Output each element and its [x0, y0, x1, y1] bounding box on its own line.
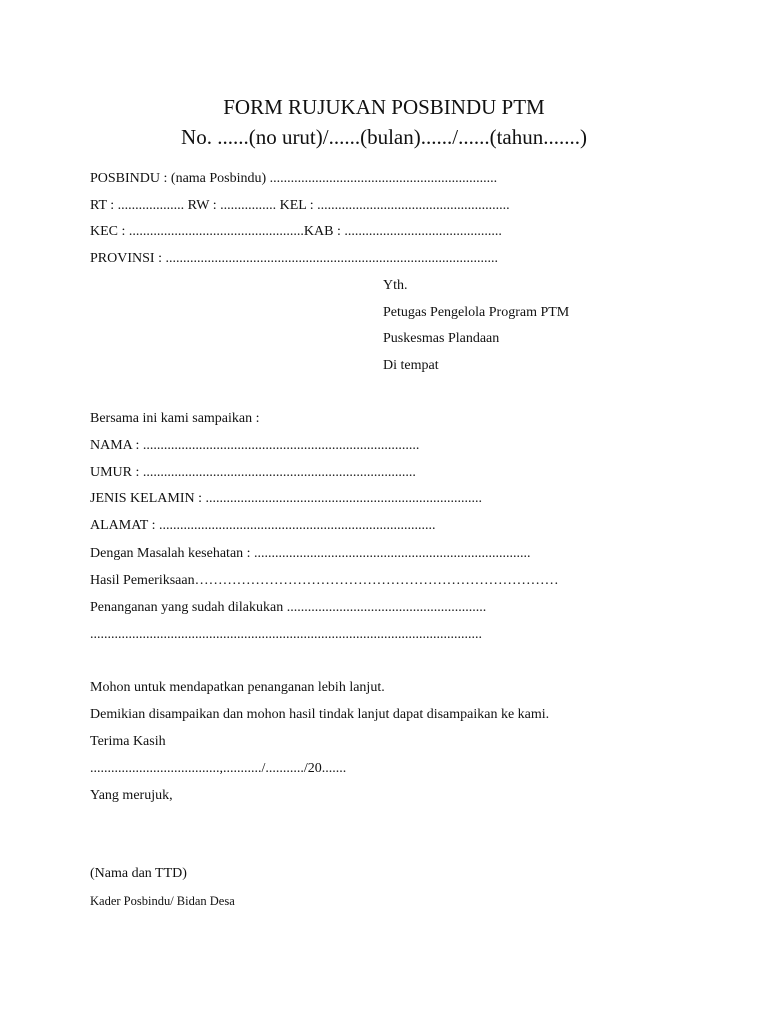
recipient-place: Di tempat: [383, 358, 439, 373]
form-title: FORM RUJUKAN POSBINDU PTM: [223, 95, 545, 119]
signer-role: Kader Posbindu/ Bidan Desa: [90, 894, 235, 908]
provinsi-field: PROVINSI : ...............................................................................................: [90, 251, 498, 266]
signature-label: (Nama dan TTD): [90, 866, 187, 881]
statement-text: Demikian disampaikan dan mohon hasil tindak lanjut dapat disampaikan ke kami.: [90, 707, 550, 722]
request-text: Mohon untuk mendapatkan penanganan lebih lanjut.: [90, 680, 385, 695]
hasil-pemeriksaan-field: Hasil Pemeriksaan……………………………………………………………………: [90, 573, 559, 588]
rt-rw-kel-field: RT : ................... RW : ................ KEL : .......................................................: [90, 198, 510, 213]
referrer-label: Yang merujuk,: [90, 788, 173, 803]
penanganan-field: Penanganan yang sudah dilakukan .........................................................: [90, 600, 487, 615]
masalah-kesehatan-field: Dengan Masalah kesehatan : ...............................................................................: [90, 546, 531, 561]
kec-kab-field: KEC : ..................................................KAB : .............................................: [90, 224, 502, 239]
alamat-field: ALAMAT : ...............................................................................: [90, 518, 436, 533]
form-number-line: No. ......(no urut)/......(bulan)....../......(tahun.......): [181, 125, 587, 149]
penanganan-continuation: ................................................................................................................: [90, 627, 482, 642]
recipient-role: Petugas Pengelola Program PTM: [383, 305, 570, 320]
recipient-yth: Yth.: [383, 278, 408, 293]
intro-text: Bersama ini kami sampaikan :: [90, 411, 260, 426]
thanks-text: Terima Kasih: [90, 734, 166, 749]
date-line: .....................................,.........../.........../20.......: [90, 761, 347, 776]
jenis-kelamin-field: JENIS KELAMIN : ...............................................................................: [90, 491, 482, 506]
umur-field: UMUR : ..............................................................................: [90, 465, 416, 480]
recipient-institution: Puskesmas Plandaan: [383, 331, 500, 346]
nama-field: NAMA : ...............................................................................: [90, 438, 420, 453]
posbindu-field: POSBINDU : (nama Posbindu) .................................................................: [90, 171, 498, 186]
